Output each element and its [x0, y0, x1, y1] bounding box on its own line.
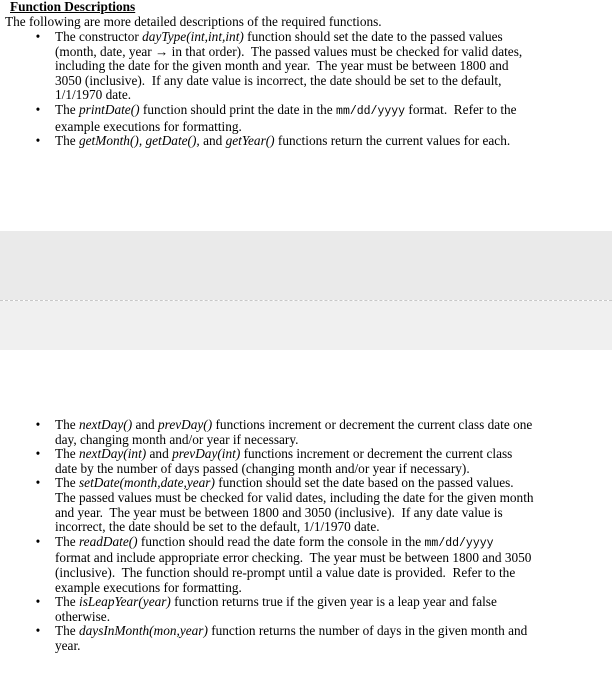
text-line: [55, 59, 594, 74]
bullet-icon: •: [35, 623, 41, 639]
text-run: otherwise.: [55, 608, 111, 624]
format-code: mm/dd/yyyy: [424, 536, 494, 550]
bullet-icon: •: [35, 29, 41, 44]
text-line: [55, 433, 594, 448]
text-line: [55, 74, 594, 89]
text-run: and: [132, 417, 159, 432]
text-run: The: [55, 417, 79, 432]
text-run: 3050 (inclusive). If any date value is incorrect, the date should be set to the default,: [55, 72, 502, 88]
text-run: (inclusive). The function should re-prompt until a value date is provided. Refer to the: [55, 564, 516, 580]
bullet-icon: •: [35, 101, 41, 117]
function-name: nextDay(int): [79, 446, 147, 462]
text-run: format. Refer to the: [405, 101, 517, 117]
list-item: [0, 535, 612, 595]
list-item: [0, 418, 612, 447]
function-name: nextDay(): [79, 417, 133, 432]
list-item: [0, 30, 612, 103]
function-name: getYear(): [225, 133, 275, 149]
text-line: [55, 581, 594, 596]
function-name: printDate(): [79, 101, 140, 117]
text-run: (month, date, year → in that order). The passed values must be checked for valid dates,: [55, 43, 523, 59]
list-item: [0, 476, 612, 534]
text-run: format and include appropriate error checking. The year must be between 1800 and 3050: [55, 550, 532, 566]
function-list-top: [0, 30, 612, 149]
text-line: [55, 491, 594, 506]
text-run: function should set the date based on the passed values.: [214, 475, 514, 491]
text-line: [55, 610, 594, 625]
text-run: and year. The year must be between 1800 and 3050 (inclusive). If any date value is: [55, 504, 503, 520]
bullet-icon: •: [35, 446, 41, 462]
text-run: incorrect, the date should be set to the default, 1/1/1970 date.: [55, 519, 380, 535]
page-gap-lower: [0, 301, 612, 350]
text-run: functions return the current values for each.: [274, 133, 511, 149]
function-name: dayType(int,int,int): [142, 29, 244, 44]
text-line: [55, 566, 594, 581]
function-name: readDate(): [79, 533, 138, 549]
function-name: isLeapYear(year): [79, 594, 171, 610]
text-line: [55, 462, 594, 477]
text-run: functions increment or decrement the current class: [240, 446, 513, 462]
bullet-icon: •: [35, 133, 41, 149]
text-run: function should read the date form the console in the: [137, 533, 425, 549]
text-line: [55, 595, 594, 610]
text-run: year.: [55, 637, 81, 653]
function-name: prevDay(int): [172, 446, 241, 462]
text-line: [55, 418, 594, 433]
text-line: [55, 506, 594, 521]
text-run: function returns the number of days in the given month and: [207, 623, 528, 639]
text-run: The: [55, 101, 79, 117]
text-run: The: [55, 533, 79, 549]
text-line: [55, 551, 594, 566]
list-item: [0, 447, 612, 476]
text-run: The: [55, 446, 79, 462]
text-line: [55, 535, 594, 552]
list-item: [0, 595, 612, 624]
text-run: including the date for the given month and year. The year must be between 1800 and: [55, 58, 509, 74]
text-run: and: [199, 133, 226, 149]
text-run: functions increment or decrement the current class date one: [212, 417, 533, 432]
text-run: The: [55, 623, 79, 639]
section-heading: Function Descriptions: [10, 0, 136, 14]
text-line: [55, 103, 594, 120]
text-line: [55, 45, 594, 60]
text-line: [55, 120, 594, 135]
bullet-icon: •: [35, 594, 41, 610]
bullet-icon: •: [35, 533, 41, 549]
text-run: function should set the date to the passed values: [243, 29, 503, 44]
page-gap-upper: [0, 231, 612, 300]
text-run: The: [55, 475, 79, 491]
function-list-bottom: [0, 418, 612, 654]
text-line: [55, 476, 594, 491]
function-name: getMonth(), getDate(),: [79, 133, 200, 149]
text-run: The constructor: [55, 29, 143, 44]
function-name: setDate(month,date,year): [79, 475, 215, 491]
text-run: and: [146, 446, 173, 462]
text-run: The passed values must be checked for valid dates, including the date for the given month: [55, 489, 534, 505]
list-item: [0, 624, 612, 653]
text-run: example executions for formatting.: [55, 118, 242, 134]
text-line: [55, 624, 594, 639]
text-run: 1/1/1970 date.: [55, 87, 132, 103]
text-run: The: [55, 594, 79, 610]
format-code: mm/dd/yyyy: [336, 104, 406, 118]
list-item: [0, 134, 612, 149]
text-line: [55, 88, 594, 103]
bullet-icon: •: [35, 417, 41, 432]
text-run: The: [55, 133, 79, 149]
text-line: [55, 134, 594, 149]
text-line: [55, 447, 594, 462]
text-line: [55, 639, 594, 654]
bullet-icon: •: [35, 475, 41, 491]
intro-paragraph: The following are more detailed descriptions of the required functions.: [5, 14, 382, 29]
text-run: example executions for formatting.: [55, 579, 242, 595]
text-run: day, changing month and/or year if necessary.: [55, 431, 299, 447]
function-name: daysInMonth(mon,year): [79, 623, 208, 639]
text-run: function should print the date in the: [139, 101, 337, 117]
text-line: [55, 30, 594, 45]
text-run: function returns true if the given year is a leap year and false: [170, 594, 497, 610]
function-name: prevDay(): [158, 417, 213, 432]
text-run: date by the number of days passed (changing month and/or year if necessary).: [55, 460, 470, 476]
text-line: [55, 520, 594, 535]
list-item: [0, 103, 612, 134]
